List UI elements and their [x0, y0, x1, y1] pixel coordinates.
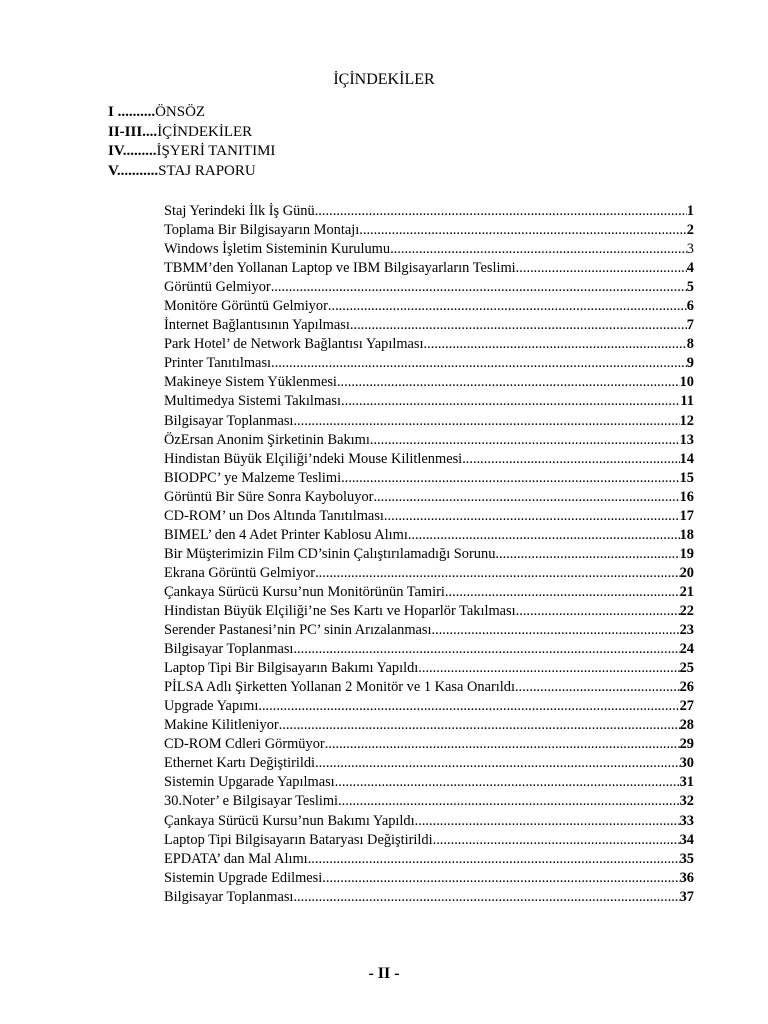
dot-leader: [341, 469, 679, 488]
dot-leader: [415, 812, 680, 831]
section-label: STAJ RAPORU: [158, 162, 256, 179]
toc-entry: [164, 850, 694, 869]
toc-entry-page: 1: [686, 203, 694, 219]
toc-entry-title: ÖzErsan Anonim Şirketinin Bakımı: [164, 431, 370, 448]
toc-entry: [164, 640, 694, 659]
dot-leader: [293, 888, 679, 907]
toc-entry-title: CD-ROM’ un Dos Altında Tanıtılması: [164, 507, 384, 524]
toc-entry: [164, 202, 694, 221]
toc-entry: [164, 316, 694, 335]
toc-entry-title: Makineye Sistem Yüklenmesi: [164, 374, 337, 391]
toc-entry: [164, 888, 694, 907]
toc-entry-page: 8: [686, 336, 694, 353]
toc-entry-title: BIMEL’ den 4 Adet Printer Kablosu Alımı: [164, 526, 408, 543]
section-label: İÇİNDEKİLER: [157, 123, 253, 140]
toc-entry-page: 33: [679, 812, 694, 829]
dot-leader: [293, 412, 679, 431]
toc-entry: [164, 392, 694, 411]
dot-leader: [258, 697, 679, 716]
toc-entry-title: Çankaya Sürücü Kursu’nun Bakımı Yapıldı: [164, 812, 415, 829]
toc-entry-page: 3: [686, 241, 694, 258]
toc-entry-page: 9: [686, 355, 694, 372]
toc-entry-title: Multimedya Sistemi Takılması: [164, 393, 342, 410]
toc-entry: [164, 869, 694, 888]
toc-entry: [164, 526, 694, 545]
toc-entry-title: PİLSA Adlı Şirketten Yollanan 2 Monitör ve 1 Kasa Onarıldı: [164, 679, 515, 696]
toc-entry-title: Bilgisayar Toplanması: [164, 888, 294, 905]
toc-entry: [164, 564, 694, 583]
toc-entry-page: 16: [679, 488, 694, 505]
toc-entry-page: 5: [686, 279, 694, 296]
dot-leader: [341, 392, 680, 411]
toc-entry-title: Ekrana Görüntü Gelmiyor: [164, 564, 316, 581]
toc-entry-page: 20: [679, 564, 694, 581]
toc-entry-page: 35: [679, 850, 694, 867]
dot-leader: [293, 640, 679, 659]
toc-entry: [164, 792, 694, 811]
dot-leader: [408, 526, 680, 545]
toc-entry-page: 31: [679, 774, 694, 791]
dot-leader: [325, 735, 680, 754]
toc-entry-title: Hindistan Büyük Elçiliği’ndeki Mouse Kilitlenmesi: [164, 450, 463, 467]
toc-entry-title: Staj Yerindeki İlk İş Günü: [164, 203, 315, 219]
dot-leader: [337, 373, 680, 392]
toc-entry-page: 4: [686, 260, 694, 277]
toc-entry: [164, 469, 694, 488]
toc-entry: [164, 278, 694, 297]
toc-entry: [164, 431, 694, 450]
toc-entry-title: İnternet Bağlantısının Yapılması: [164, 317, 350, 334]
toc-entry-page: 24: [679, 641, 694, 658]
section-number: II-III....: [108, 123, 158, 140]
toc-entry-title: Park Hotel’ de Network Bağlantısı Yapılması: [164, 336, 424, 353]
page-number: - II -: [368, 965, 400, 982]
toc-entry-page: 13: [679, 431, 694, 448]
toc-entry: [164, 659, 694, 678]
toc-entry-page: 36: [679, 869, 694, 886]
toc-entry: [164, 716, 694, 735]
toc-entry: [164, 488, 694, 507]
section-number: I ..........: [108, 104, 156, 120]
section-item: [108, 162, 275, 182]
dot-leader: [516, 259, 687, 278]
toc-entry-page: 22: [679, 602, 694, 619]
toc-entry: [164, 507, 694, 526]
toc-entry-title: EPDATA’ dan Mal Alımı: [164, 850, 308, 867]
toc-entry-title: 30.Noter’ e Bilgisayar Teslimi: [164, 793, 339, 810]
toc-entry-page: 11: [680, 393, 694, 410]
section-list: [108, 103, 275, 181]
dot-leader: [384, 507, 680, 526]
toc-entry-title: Toplama Bir Bilgisayarın Montajı: [164, 222, 360, 239]
toc-entry: [164, 450, 694, 469]
toc-entry-title: Laptop Tipi Bilgisayarın Bataryası Değiştirildi: [164, 831, 433, 848]
toc-entry: [164, 583, 694, 602]
toc-entry-page: 28: [679, 717, 694, 734]
toc-entry-title: Serender Pastanesi’nin PC’ sinin Arızalanması: [164, 622, 432, 639]
section-number: V...........: [108, 162, 159, 179]
toc-entry-page: 26: [679, 679, 694, 696]
toc-entry-title: Windows İşletim Sisteminin Kurulumu: [164, 241, 391, 258]
toc-entry-title: Sistemin Upgrade Edilmesi: [164, 869, 323, 886]
toc-entry-title: Ethernet Kartı Değiştirildi: [164, 755, 316, 772]
toc-entry-page: 37: [679, 888, 694, 905]
toc-entry-title: Bilgisayar Toplanması: [164, 412, 294, 429]
dot-leader: [308, 850, 680, 869]
dot-leader: [271, 278, 687, 297]
toc-entry-page: 19: [679, 545, 694, 562]
toc-entry: [164, 831, 694, 850]
toc-entry-page: 6: [686, 298, 694, 315]
dot-leader: [279, 716, 680, 735]
toc-entry-page: 23: [679, 622, 694, 639]
dot-leader: [271, 354, 687, 373]
toc-entry-page: 21: [679, 583, 694, 600]
section-label: İŞYERİ TANITIMI: [156, 143, 276, 159]
toc-entry-title: BIODPC’ ye Malzeme Teslimi: [164, 469, 342, 486]
toc-entry-title: Upgrade Yapımı: [164, 698, 259, 715]
dot-leader: [350, 316, 687, 335]
toc-entry: [164, 697, 694, 716]
toc-entry-page: 18: [679, 526, 694, 543]
dot-leader: [495, 545, 679, 564]
toc-entry: [164, 812, 694, 831]
toc-entry: [164, 412, 694, 431]
toc-entry-title: Printer Tanıtılması: [164, 355, 272, 372]
dot-leader: [315, 564, 680, 583]
page-title: İÇİNDEKİLER: [333, 71, 435, 88]
toc-entry: [164, 373, 694, 392]
table-of-contents: [164, 202, 694, 907]
toc-entry: [164, 354, 694, 373]
toc-entry: [164, 240, 694, 259]
toc-entry-title: Makine Kilitleniyor: [164, 717, 279, 734]
toc-entry-page: 29: [679, 736, 694, 753]
section-item: [108, 123, 275, 143]
toc-entry-title: Hindistan Büyük Elçiliği’ne Ses Kartı ve Hoparlör Takılması: [164, 602, 516, 619]
toc-entry-title: Monitöre Görüntü Gelmiyor: [164, 298, 328, 315]
dot-leader: [359, 221, 687, 240]
dot-leader: [418, 659, 679, 678]
toc-entry: [164, 678, 694, 697]
dot-leader: [370, 431, 680, 450]
section-label: ÖNSÖZ: [155, 104, 206, 120]
toc-entry-page: 7: [686, 317, 694, 334]
dot-leader: [516, 602, 680, 621]
toc-entry: [164, 335, 694, 354]
toc-entry: [164, 545, 694, 564]
toc-entry-page: 32: [679, 793, 694, 810]
toc-entry-title: Laptop Tipi Bir Bilgisayarın Bakımı Yapıldı: [164, 660, 419, 677]
toc-entry: [164, 297, 694, 316]
toc-entry: [164, 754, 694, 773]
dot-leader: [315, 202, 687, 221]
toc-entry: [164, 735, 694, 754]
toc-entry-page: 15: [679, 469, 694, 486]
section-item: [108, 103, 275, 123]
toc-entry-page: 25: [679, 660, 694, 677]
toc-entry-page: 27: [679, 698, 694, 715]
dot-leader: [432, 621, 680, 640]
toc-entry-title: Görüntü Bir Süre Sonra Kayboluyor: [164, 488, 374, 505]
dot-leader: [433, 831, 680, 850]
section-item: [108, 142, 275, 162]
dot-leader: [335, 773, 680, 792]
dot-leader: [424, 335, 687, 354]
toc-entry-title: Bir Müşterimizin Film CD’sinin Çalıştırılamadığı Sorunu: [164, 545, 496, 562]
dot-leader: [338, 792, 680, 811]
toc-entry-title: Sistemin Upgarade Yapılması: [164, 774, 335, 791]
toc-entry-page: 34: [679, 831, 694, 848]
toc-entry-page: 10: [679, 374, 694, 391]
toc-entry-title: Bilgisayar Toplanması: [164, 641, 294, 658]
dot-leader: [322, 869, 679, 888]
dot-leader: [462, 450, 679, 469]
toc-entry-page: 12: [679, 412, 694, 429]
toc-entry-page: 30: [679, 755, 694, 772]
toc-entry: [164, 602, 694, 621]
dot-leader: [315, 754, 680, 773]
dot-leader: [328, 297, 687, 316]
toc-entry: [164, 621, 694, 640]
toc-entry-title: Görüntü Gelmiyor: [164, 279, 271, 296]
toc-entry-page: 2: [686, 222, 694, 239]
toc-entry-title: TBMM’den Yollanan Laptop ve IBM Bilgisayarların Teslimi: [164, 260, 516, 277]
dot-leader: [373, 488, 679, 507]
section-number: IV.........: [108, 143, 157, 159]
dot-leader: [445, 583, 680, 602]
toc-entry-title: Çankaya Sürücü Kursu’nun Monitörünün Tamiri: [164, 583, 445, 600]
toc-entry: [164, 773, 694, 792]
toc-entry-title: CD-ROM Cdleri Görmüyor: [164, 736, 325, 753]
dot-leader: [515, 678, 680, 697]
toc-entry-page: 17: [679, 507, 694, 524]
dot-leader: [390, 240, 687, 259]
toc-entry-page: 14: [679, 450, 694, 467]
toc-entry: [164, 221, 694, 240]
toc-entry: [164, 259, 694, 278]
